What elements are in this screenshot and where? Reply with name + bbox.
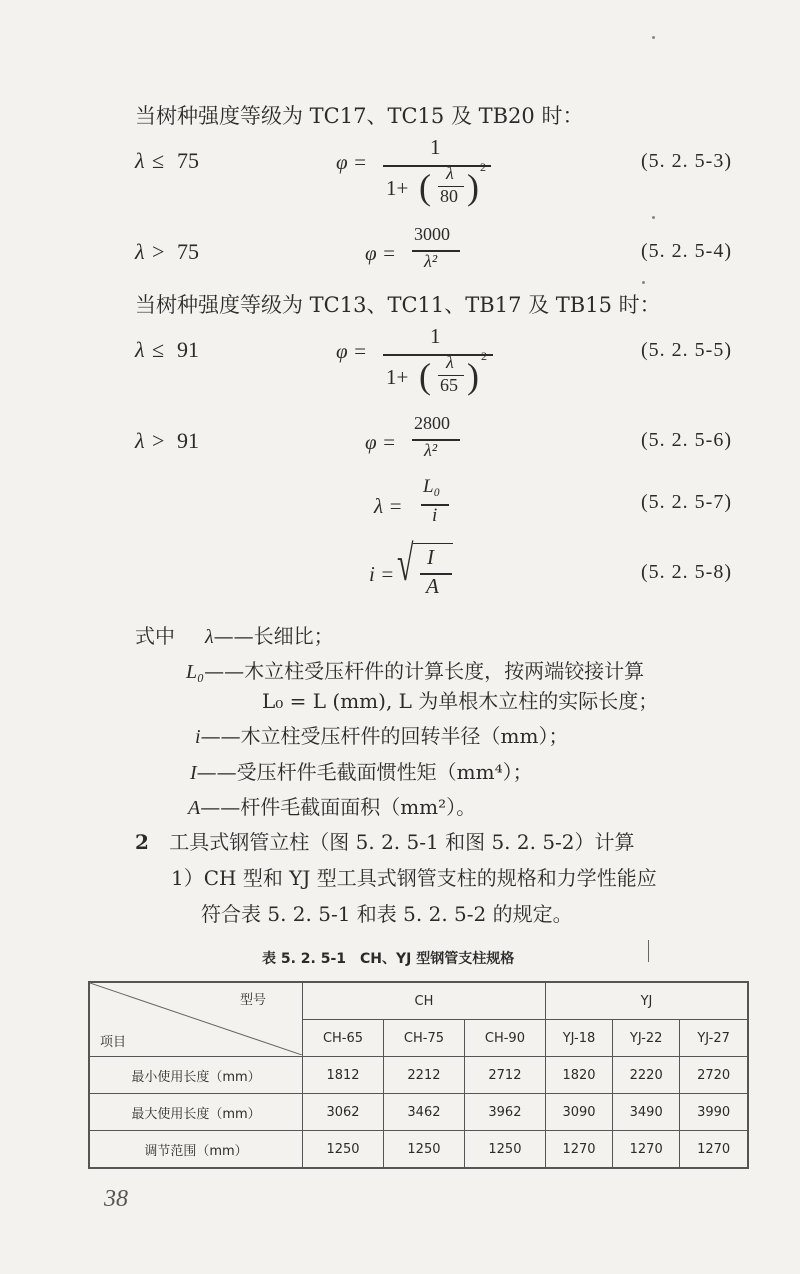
row-label: 调节范围（mm）: [89, 1131, 303, 1169]
group-header: CH: [303, 982, 546, 1020]
table-row: [89, 1057, 748, 1094]
table-cell: 1270: [545, 1131, 612, 1169]
table-cell: 3462: [383, 1094, 464, 1131]
fraction-numerator: 2800: [414, 413, 450, 433]
row-label: 最大使用长度（mm）: [89, 1094, 303, 1131]
table-row: [89, 1094, 748, 1131]
definition-text: L₀ = L (mm), L 为单根木立柱的实际长度；: [262, 689, 659, 713]
table-cell: 3490: [613, 1094, 680, 1131]
definition-line: [205, 620, 334, 649]
inner-denominator: 65: [440, 375, 458, 395]
model-header: CH-75: [383, 1020, 464, 1057]
table-caption: 表 5. 2. 5-1 CH、YJ 型钢管支柱规格: [262, 951, 515, 967]
item-2-1-line-1: 1）CH 型和 YJ 型工具式钢管支柱的规格和力学性能应: [171, 866, 657, 890]
radical-overline: [413, 543, 453, 544]
exponent: 2: [480, 160, 486, 174]
equation-number: (5. 2. 5-8): [641, 561, 732, 583]
condition-operator: >: [152, 239, 165, 264]
model-header: YJ-18: [545, 1020, 612, 1057]
model-header: CH-65: [303, 1020, 384, 1057]
table-cell: 2712: [464, 1057, 545, 1094]
definition-symbol: A: [188, 797, 201, 819]
model-header: YJ-22: [613, 1020, 680, 1057]
fraction-numerator: 1: [430, 135, 441, 159]
item-2-1-line-2: 符合表 5. 2. 5-1 和表 5. 2. 5-2 的规定。: [201, 902, 573, 926]
paren-left: (: [419, 167, 431, 207]
table-cell: 1270: [680, 1131, 748, 1169]
where-label: 式中: [135, 624, 175, 648]
inner-numerator: λ: [446, 163, 454, 183]
table-cell: 1270: [613, 1131, 680, 1169]
fraction-numerator: 1: [430, 324, 441, 348]
equation-number: (5. 2. 5-3): [641, 150, 732, 172]
definition-text: ——木立柱受压杆件的计算长度，按两端铰接计算: [204, 659, 645, 683]
equation-number: (5. 2. 5-6): [641, 429, 732, 451]
condition-operator: ≤: [152, 337, 165, 362]
spec-table: [88, 981, 749, 1169]
fraction-numerator: L₀: [423, 476, 441, 497]
equation-number: (5. 2. 5-4): [641, 240, 732, 262]
condition-symbol: λ: [135, 239, 145, 264]
definition-text: ——木立柱受压杆件的回转半径（mm）；: [200, 724, 569, 748]
table-cell: 3090: [545, 1094, 612, 1131]
definition-symbol: i: [195, 726, 201, 748]
definition-line: [195, 720, 569, 749]
item-number: 2: [135, 830, 149, 854]
table-cell: 2720: [680, 1057, 748, 1094]
caption-mark: [648, 940, 649, 962]
fraction-denominator-prefix: 1+: [386, 176, 409, 200]
table-cell: 2212: [383, 1057, 464, 1094]
table-cell: 3990: [680, 1094, 748, 1131]
fraction-denominator: A: [426, 574, 439, 598]
definition-text: ——杆件毛截面面积（mm²）。: [200, 795, 477, 819]
paren-right: ): [467, 167, 479, 207]
formula-lhs: φ =: [365, 241, 397, 265]
condition-operator: ≤: [152, 148, 165, 173]
condition-symbol: λ: [135, 337, 145, 362]
definition-text: ——长细比；: [213, 624, 334, 648]
fraction-numerator: 3000: [414, 224, 450, 244]
equation-number: (5. 2. 5-5): [641, 339, 732, 361]
table-cell: 1250: [383, 1131, 464, 1169]
definition-line: [188, 791, 476, 820]
page-number: 38: [104, 1186, 128, 1212]
equation-number: (5. 2. 5-7): [641, 491, 732, 513]
condition-value: 75: [177, 148, 199, 173]
table-row: [89, 1131, 748, 1169]
table-header-row: [89, 982, 748, 1020]
model-header: YJ-27: [680, 1020, 748, 1057]
model-header: CH-90: [464, 1020, 545, 1057]
table-cell: 3062: [303, 1094, 384, 1131]
inner-numerator: λ: [446, 352, 454, 372]
definition-line: [190, 756, 533, 785]
fraction-denominator-prefix: 1+: [386, 365, 409, 389]
table-cell: 1812: [303, 1057, 384, 1094]
condition-symbol: λ: [135, 148, 145, 173]
definition-symbol: λ: [205, 626, 214, 648]
scan-speck: [642, 281, 645, 284]
paren-right: ): [467, 356, 479, 396]
item-2-heading: [135, 826, 635, 855]
row-label: 最小使用长度（mm）: [89, 1057, 303, 1094]
table-cell: 1820: [545, 1057, 612, 1094]
definition-text: ——受压杆件毛截面惯性矩（mm⁴）；: [196, 760, 533, 784]
formula-lhs: λ =: [374, 494, 403, 518]
definition-symbol: I: [190, 762, 197, 784]
fraction-denominator: λ²: [424, 440, 438, 460]
table-cell: 2220: [613, 1057, 680, 1094]
item-title: 工具式钢管立柱（图 5. 2. 5-1 和图 5. 2. 5-2）计算: [169, 830, 635, 854]
table-corner-cell: [89, 982, 303, 1057]
fraction-denominator: λ²: [424, 251, 438, 271]
scan-speck: [652, 216, 655, 219]
definition-line: [186, 655, 644, 684]
intro-text-1: 当树种强度等级为 TC17、TC15 及 TB20 时：: [135, 104, 584, 128]
definition-line-continued: [262, 685, 658, 714]
table-cell: 1250: [303, 1131, 384, 1169]
radical-sign: √: [397, 535, 414, 591]
intro-text-2: 当树种强度等级为 TC13、TC11、TB17 及 TB15 时：: [135, 293, 661, 317]
fraction-numerator: I: [427, 545, 434, 569]
formula-lhs: φ =: [336, 150, 368, 174]
group-header: YJ: [545, 982, 748, 1020]
condition-value: 91: [177, 337, 199, 362]
table-cell: 1250: [464, 1131, 545, 1169]
condition-symbol: λ: [135, 428, 145, 453]
definition-symbol: L₀: [186, 661, 205, 683]
table-cell: 3962: [464, 1094, 545, 1131]
formula-lhs: i =: [369, 562, 395, 586]
paren-left: (: [419, 356, 431, 396]
formula-lhs: φ =: [336, 339, 368, 363]
inner-denominator: 80: [440, 186, 458, 206]
condition-operator: >: [152, 428, 165, 453]
fraction-denominator: i: [432, 505, 438, 526]
scan-speck: [652, 36, 655, 39]
condition-value: 75: [177, 239, 199, 264]
exponent: 2: [481, 349, 487, 363]
corner-bottom-label: 项目: [100, 1035, 127, 1050]
condition-value: 91: [177, 428, 199, 453]
corner-top-label: 型号: [239, 993, 266, 1008]
formula-lhs: φ =: [365, 430, 397, 454]
